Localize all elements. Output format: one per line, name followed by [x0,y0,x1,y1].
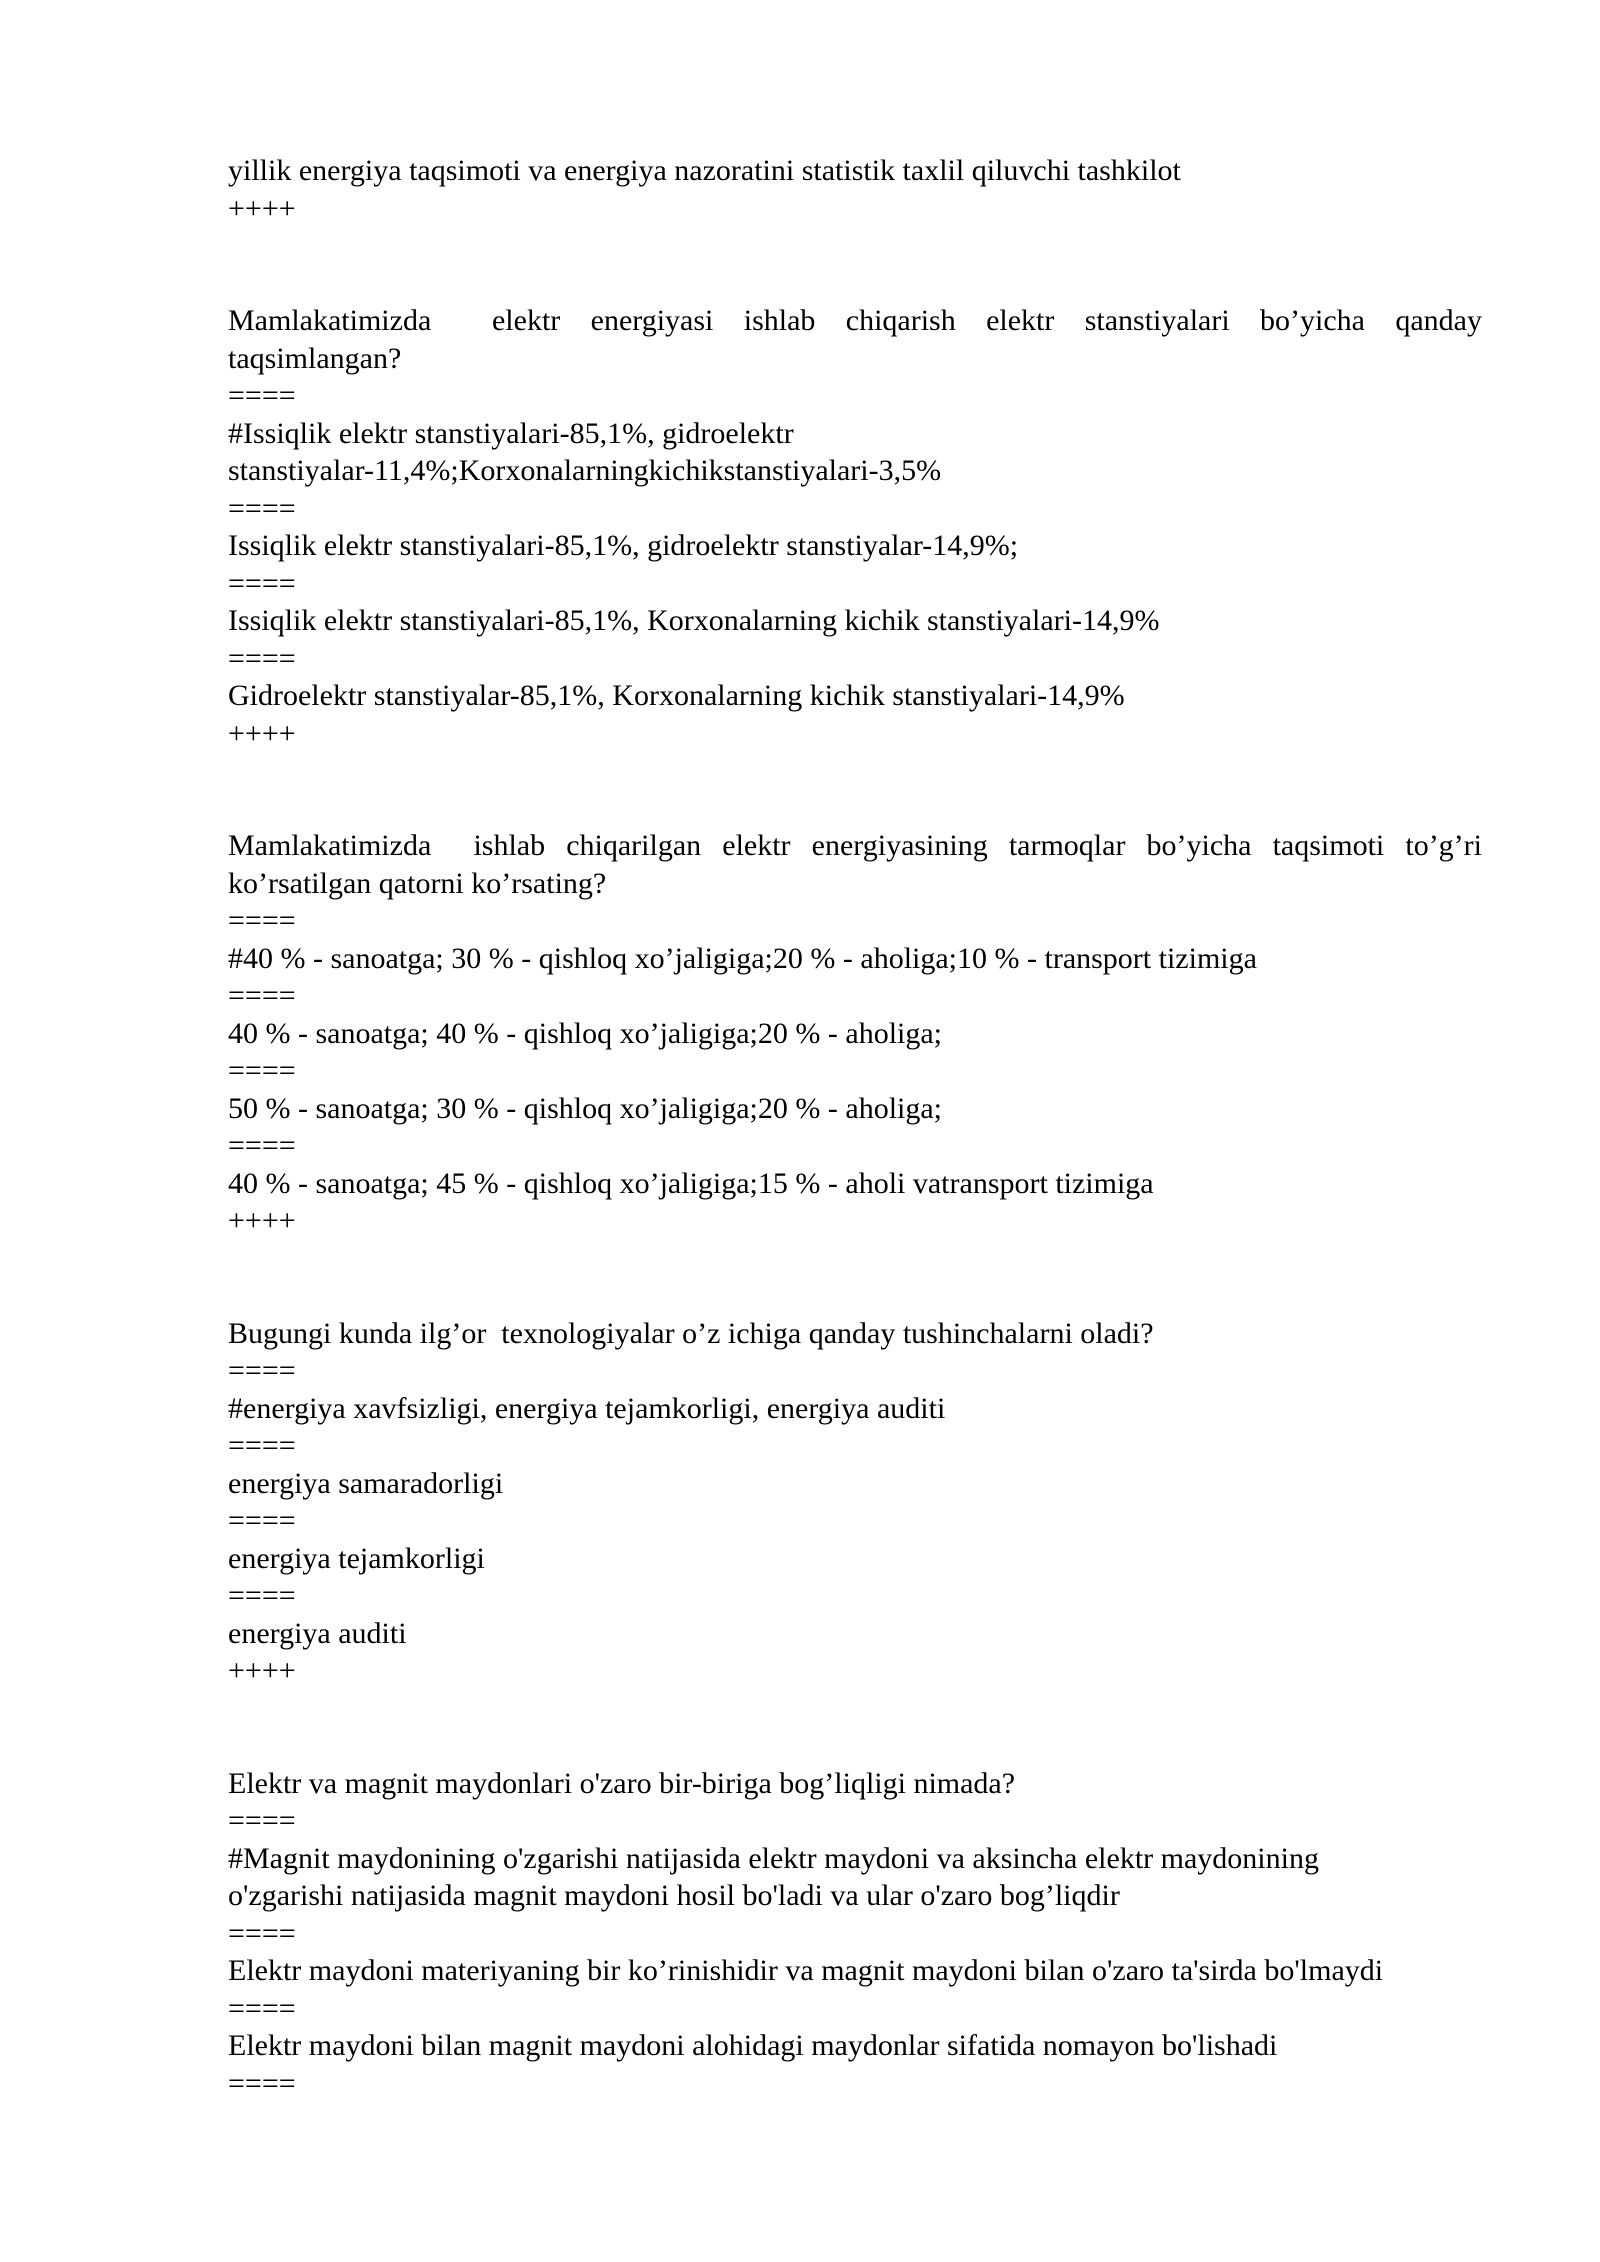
blank-line [228,227,1482,265]
blank-line [228,752,1482,790]
answer-separator: ==== [228,641,296,675]
answer-line: 40 % - sanoatga; 40 % - qishloq xo’jaligiga;20 % - aholiga; [228,1016,943,1050]
answer-line: Issiqlik elektr stanstiyalari-85,1%, gidroelektr stanstiyalar-14,9%; [228,529,1019,562]
answer-separator: ==== [228,1129,296,1162]
correct-answer-line: #Magnit maydonining o'zgarishi natijasida elektr maydoni va aksincha elektr maydonining [228,1841,1319,1875]
answer-separator: ==== [228,1054,296,1087]
answer-line: energiya tejamkorligi [228,1541,485,1575]
answer-line: 40 % - sanoatga; 45 % - qishloq xo’jaligiga;15 % - aholi vatransport tizimiga [228,1166,1154,1200]
answer-line: Gidroelektr stanstiyalar-85,1%, Korxonalarning kichik stanstiyalari-14,9% [228,679,1125,712]
answer-separator: ==== [228,1991,296,2025]
answer-line: Elektr maydoni materiyaning bir ko’rinishidir va magnit maydoni bilan o'zaro ta'sirda bo'lmaydi [228,1954,1384,1987]
question-line: Mamlakatimizda ishlab chiqarilgan elektr energiyasining tarmoqlar bo’yicha taqsimoti to’g’ri [228,829,1482,862]
correct-answer-line: o'zgarishi natijasida magnit maydoni hosil bo'ladi va ular o'zaro bog’liqdir [228,1879,1120,1912]
answer-separator: ==== [228,1429,296,1462]
blank-line [228,790,1482,828]
answer-separator: ==== [228,979,296,1012]
question-end-marker: ++++ [228,1654,296,1687]
answer-line: 50 % - sanoatga; 30 % - qishloq xo’jaligiga;20 % - aholiga; [228,1091,943,1125]
blank-line [228,1727,1482,1765]
answer-separator: ==== [228,1916,296,1950]
answer-separator: ==== [228,1504,296,1537]
blank-line [228,1690,1482,1728]
correct-answer-line: #40 % - sanoatga; 30 % - qishloq xo’jaligiga;20 % - aholiga;10 % - transport tizimiga [228,941,1257,975]
answer-separator: ==== [228,2066,296,2100]
question-end-marker: ++++ [228,191,296,225]
correct-answer-line: #energiya xavfsizligi, energiya tejamkorligi, energiya auditi [228,1391,946,1425]
question-line: ko’rsatilgan qatorni ko’rsating? [228,866,607,900]
question-line: Elektr va magnit maydonlari o'zaro bir-biriga bog’liqligi nimada? [228,1766,1016,1800]
blank-line [228,265,1482,303]
answer-separator: ==== [228,379,296,412]
answer-line: Issiqlik elektr stanstiyalari-85,1%, Korxonalarning kichik stanstiyalari-14,9% [228,604,1160,637]
correct-answer-line: stanstiyalar-11,4%;Korxonalarningkichikstanstiyalari-3,5% [228,454,942,487]
answer-line: energiya auditi [228,1616,407,1650]
question-line: taqsimlangan? [228,341,402,375]
answer-line: yillik energiya taqsimoti va energiya nazoratini statistik taxlil qiluvchi tashkilot [228,154,1181,187]
answer-separator: ==== [228,904,296,937]
correct-answer-line: #Issiqlik elektr stanstiyalari-85,1%, gidroelektr [228,416,794,450]
question-line: Mamlakatimizda elektr energiyasi ishlab chiqarish elektr stanstiyalari bo’yicha qanday [228,304,1482,337]
answer-line: energiya samaradorligi [228,1466,504,1500]
answer-line: Elektr maydoni bilan magnit maydoni alohidagi maydonlar sifatida nomayon bo'lishadi [228,2029,1278,2062]
answer-separator: ==== [228,1804,296,1837]
answer-separator: ==== [228,491,296,525]
question-end-marker: ++++ [228,1204,296,1237]
answer-separator: ==== [228,1579,296,1612]
document-body [228,152,1482,2102]
blank-line [228,1240,1482,1278]
blank-line [228,1277,1482,1315]
answer-separator: ==== [228,1354,296,1387]
answer-separator: ==== [228,566,296,600]
question-line: Bugungi kunda ilg’or texnologiyalar o’z ichiga qanday tushinchalarni oladi? [228,1316,1154,1350]
question-end-marker: ++++ [228,716,296,750]
